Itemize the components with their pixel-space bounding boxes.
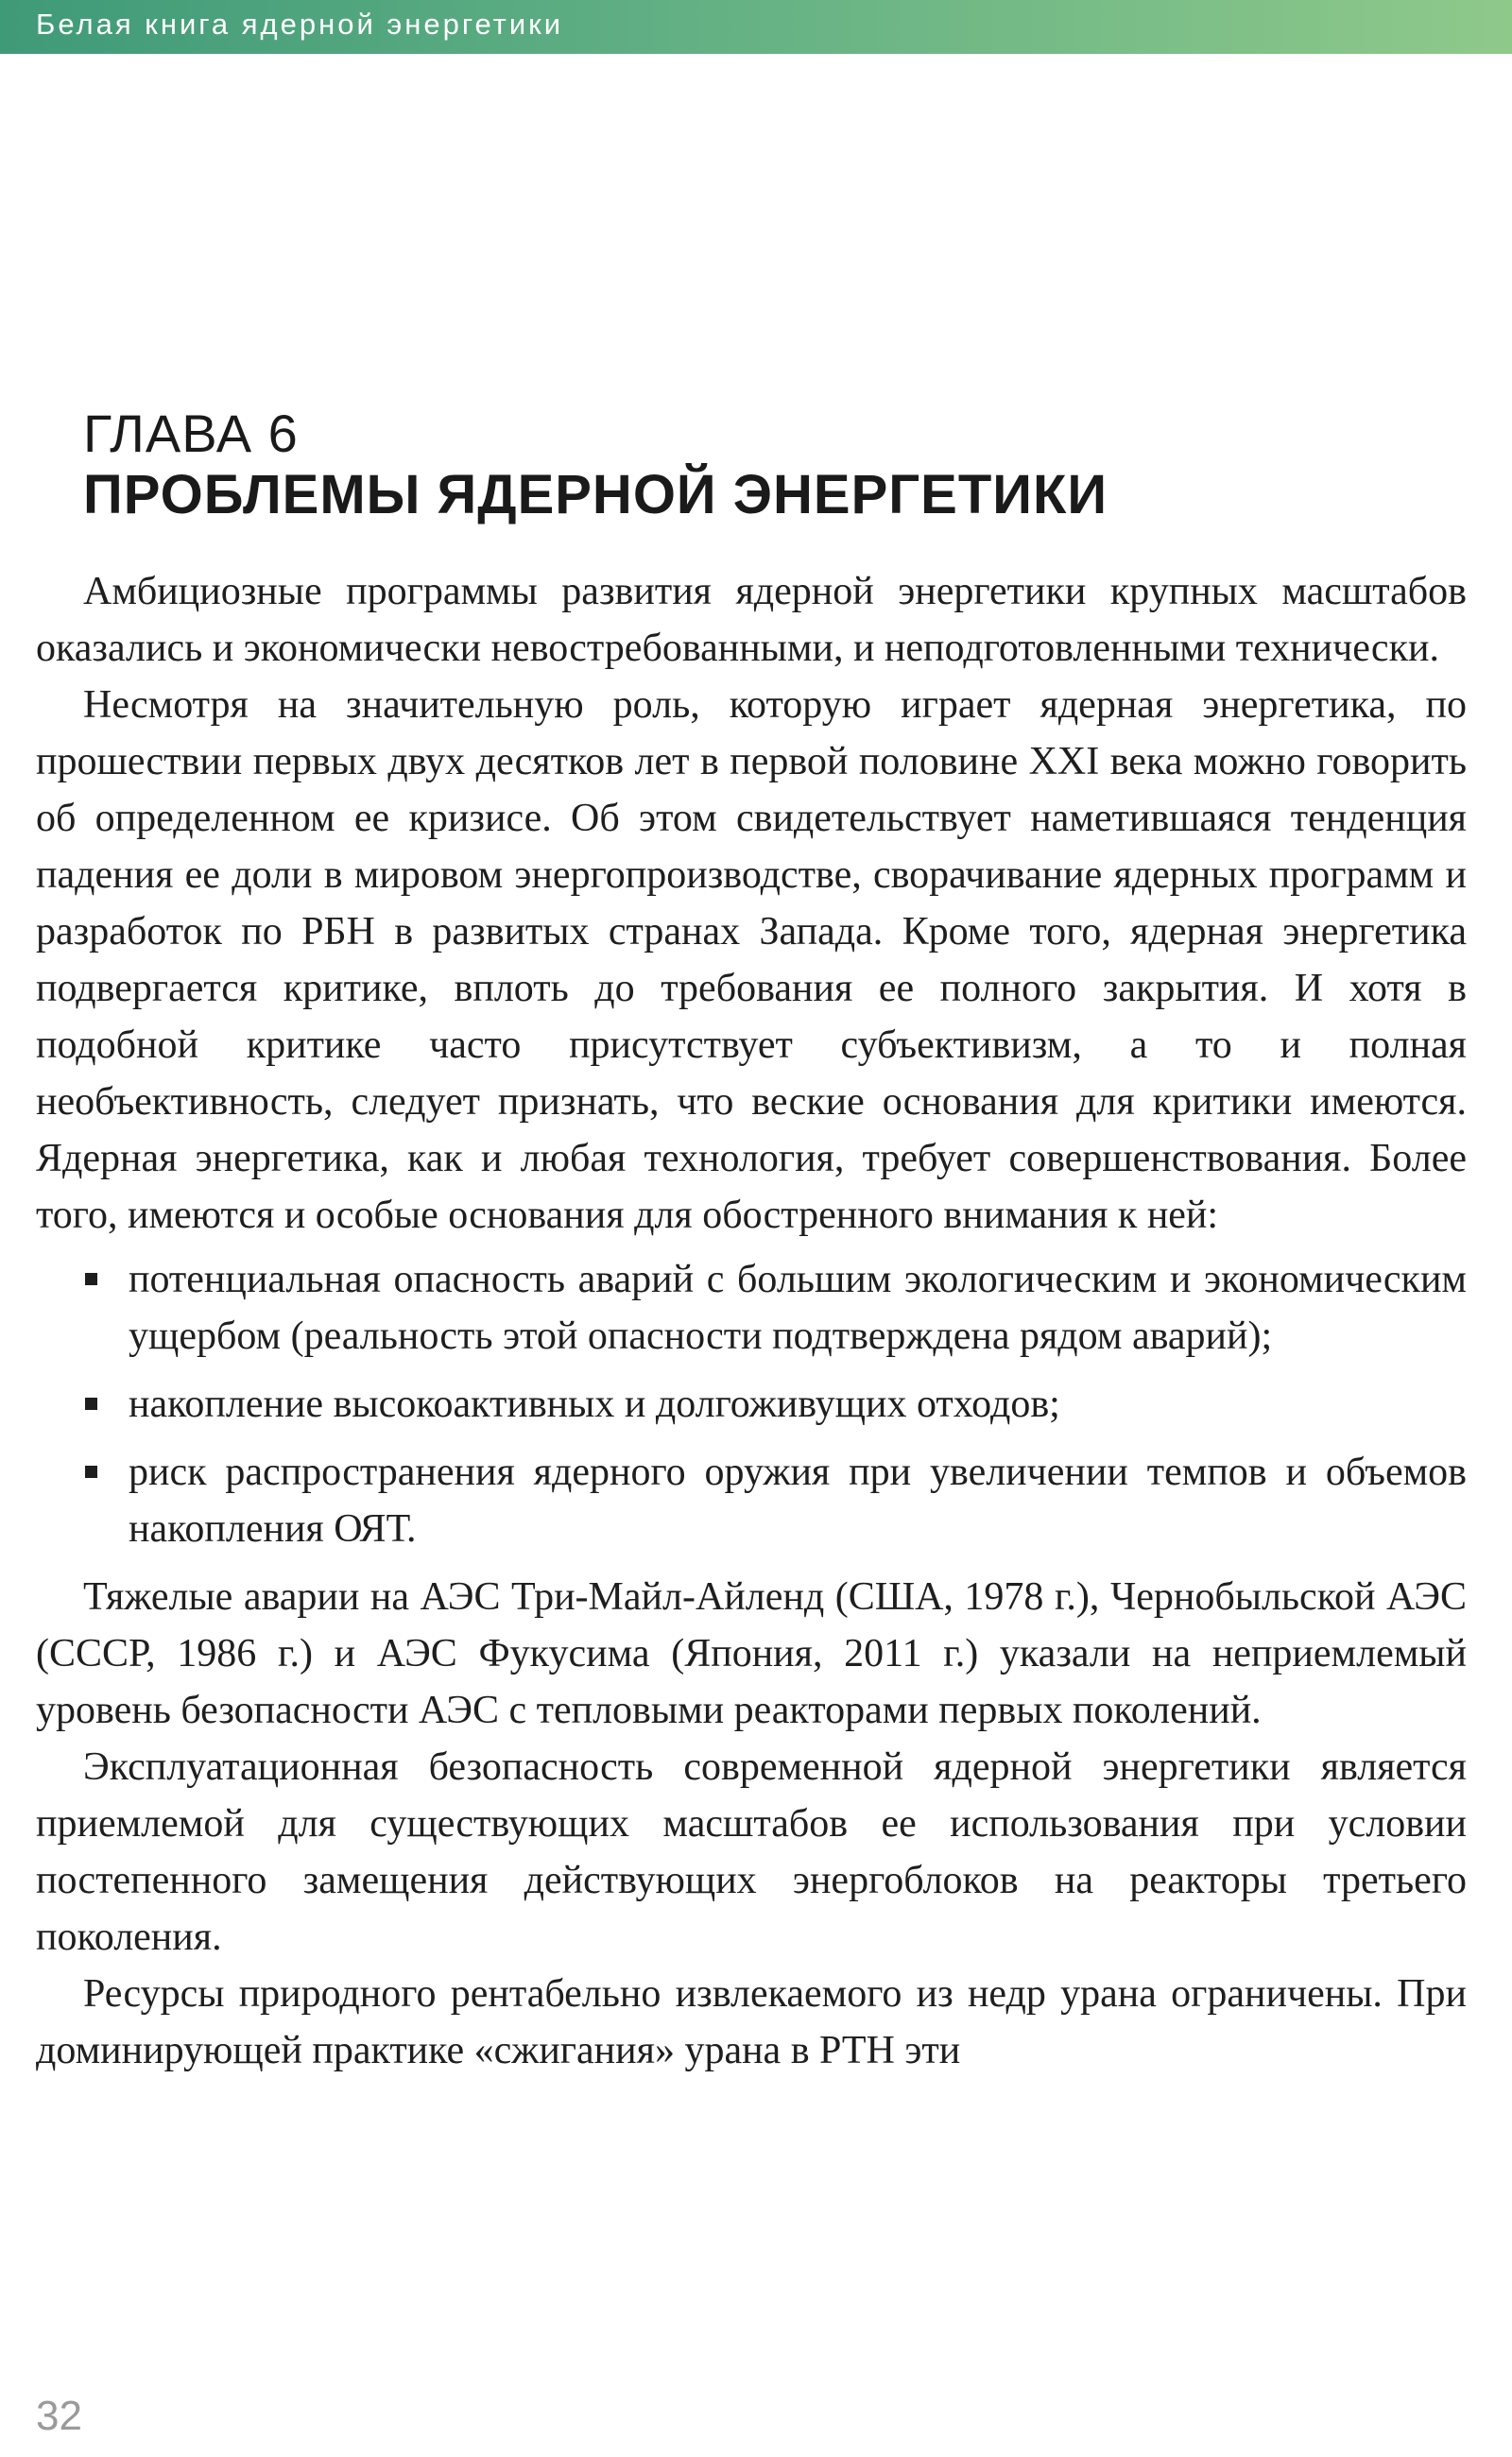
list-item <box>36 1376 1467 1433</box>
list-item <box>36 1251 1467 1365</box>
list-item <box>36 1444 1467 1557</box>
chapter-heading <box>83 404 1108 527</box>
list-item-text: потенциальная опасность аварий с большим экологическим и экономическим ущербом (реальность этой опасности подтверждена рядом аварий); <box>129 1258 1467 1358</box>
chapter-label: ГЛАВА 6 <box>83 404 299 463</box>
chapter-title: ПРОБЛЕМЫ ЯДЕРНОЙ ЭНЕРГЕТИКИ <box>83 464 1108 525</box>
page-number: 32 <box>36 2393 82 2439</box>
paragraph-4: Эксплуатационная безопасность современной ядерной энергетики является приемлемой для существующих масштабов ее использования при условии постепенного замещения действующих энергоблоков на реакторы третьего поколения. <box>36 1745 1467 1959</box>
paragraph-1: Амбициозные программы развития ядерной энергетики крупных масштабов оказались и экономически невостребованными, и неподготовленными технически. <box>36 570 1467 670</box>
bullet-square-icon <box>85 1398 97 1410</box>
header-bar <box>0 0 1512 54</box>
body-text <box>36 563 1467 2079</box>
paragraph-2: Несмотря на значительную роль, которую играет ядерная энергетика, по прошествии первых двух десятков лет в первой половине XXI века можно говорить об определенном ее кризисе. Об этом свидетельствует наметившаяся тенденция падения ее доли в мировом энергопроизводстве, сворачивание ядерных программ и разработок по РБН в развитых странах Запада. Кроме того, ядерная энергетика подвергается критике, вплоть до требования ее полного закрытия. И хотя в подобной критике часто присутствует субъективизм, а то и полная необъективность, следует признать, что веские основания для критики имеются. Ядерная энергетика, как и любая технология, требует совершенствования. Более того, имеются и особые основания для обостренного внимания к ней: <box>36 683 1467 1237</box>
bullet-square-icon <box>85 1466 97 1478</box>
list-item-text: риск распространения ядерного оружия при увеличении темпов и объемов накопления ОЯТ. <box>129 1451 1467 1551</box>
bullet-list <box>36 1251 1467 1557</box>
list-item-text: накопление высокоактивных и долгоживущих отходов; <box>129 1383 1060 1426</box>
bullet-square-icon <box>85 1273 97 1285</box>
running-header: Белая книга ядерной энергетики <box>36 8 564 41</box>
paragraph-5: Ресурсы природного рентабельно извлекаемого из недр урана ограничены. При доминирующей практике «сжигания» урана в РТН эти <box>36 1972 1467 2072</box>
paragraph-3: Тяжелые аварии на АЭС Три-Майл-Айленд (США, 1978 г.), Чернобыльской АЭС (СССР, 1986 г.) и АЭС Фукусима (Япония, 2011 г.) указали на неприемлемый уровень безопасности АЭС с тепловыми реакторами первых поколений. <box>36 1575 1467 1732</box>
